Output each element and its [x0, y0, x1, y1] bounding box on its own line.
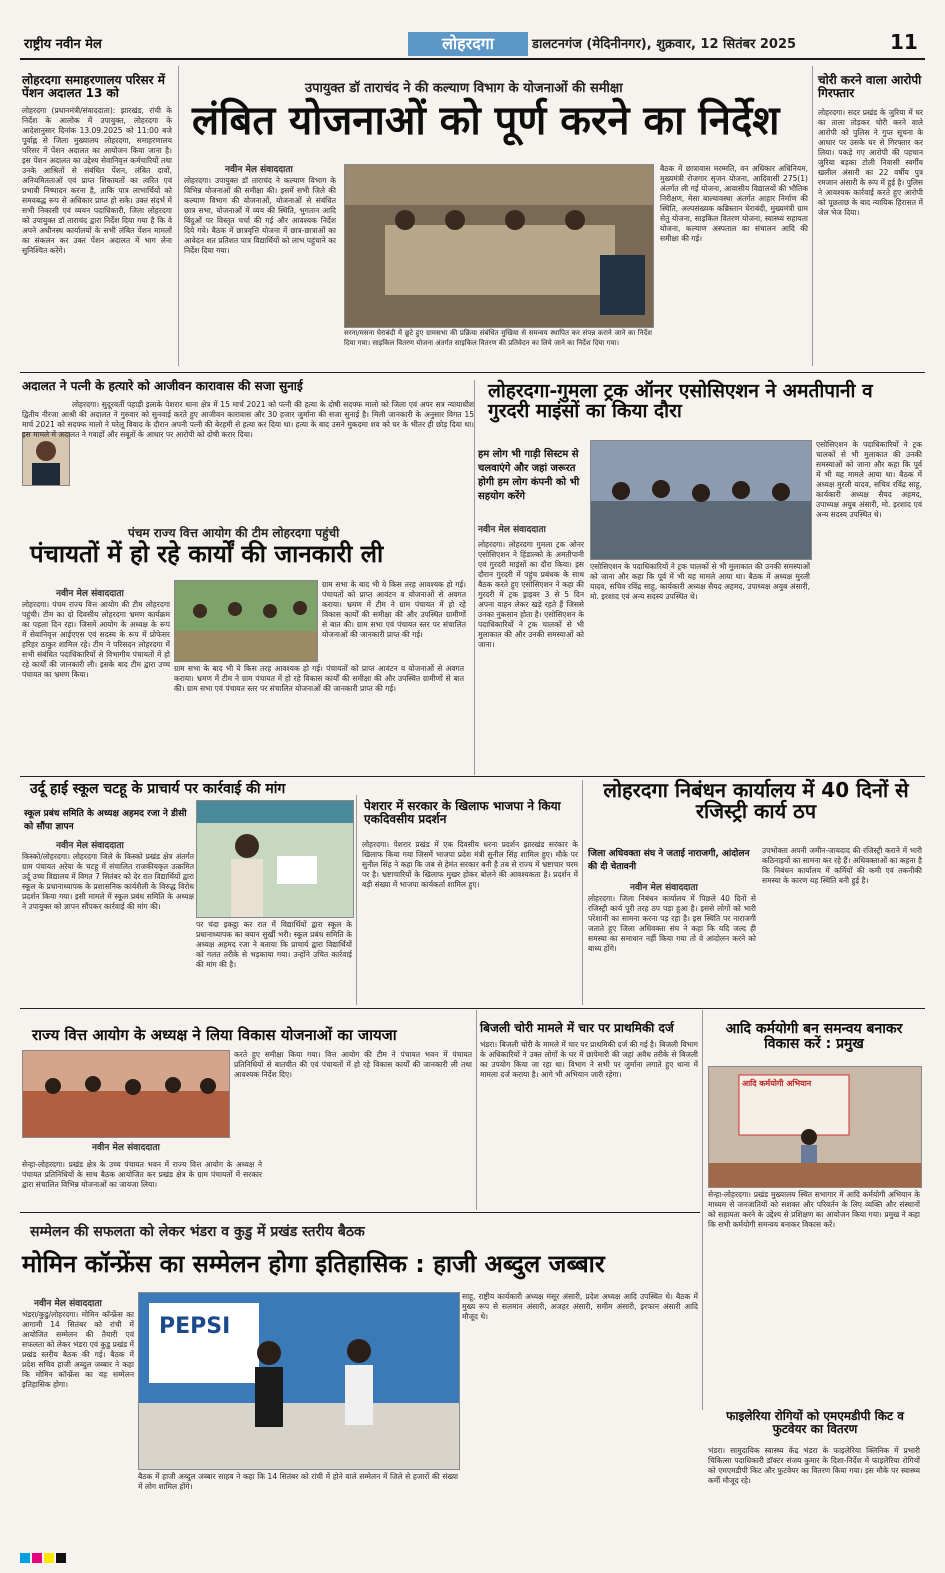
commission-review-headline: राज्य वित्त आयोग के अध्यक्ष ने लिया विकास योजनाओं का जायजा: [32, 1026, 397, 1044]
truck-owners-headline: लोहरदगा-गुमला ट्रक ऑनर एसोसिएशन ने अमतीपानी व गुरदरी माइंसों का किया दौरा: [488, 380, 873, 422]
karmayogi-body: सेन्हा-लोहरदगा। प्रखंड मुख्यालय स्थित सभागार में आदि कर्मयोगी अभियान के माध्यम से जनजातियों को सशक्त और परिवर्तन के लिए व्यक्ति और संस्थानों को सहायता करने के उद्देश्य से प्रशिक्षण का आयोजन किया गया। प्रमुख ने कहा कि सभी कर्मयोगी समन्वय बनाकर विकास करें।: [708, 1190, 920, 1229]
commission-review-photo: [22, 1050, 230, 1138]
edition-label: लोहरदगा: [408, 32, 528, 56]
finance-team-kicker: पंचम राज्य वित्त आयोग की टीम लोहरदगा पहुंची: [128, 526, 340, 540]
truck-owners-body-continued: एसोसिएशन के पदाधिकारियों ने ट्रक चालकों से भी मुलाकात की उनकी समस्याओं को जाना और कहा कि पूर्व में भी यह मामले आया था। बैठक में अध्यक्ष मुरली यादव, सचिव रविंद्र साहू, कार्यकारी अध्यक्ष सैयद अहमद, उपाध्यक्ष अयुब अंसारी, मो. इरशाद एवं अन्य सदस्य उपस्थित थे।: [590, 562, 810, 601]
registry-bullet: जिला अधिवक्ता संघ ने जताई नाराजगी, आंदोलन की दी चेतावनी: [588, 849, 750, 872]
header-rule: [20, 58, 925, 60]
registry-headline: लोहरदगा निबंधन कार्यालय में 40 दिनों से रजिस्ट्री कार्य ठप: [603, 778, 909, 823]
yellow-swatch: [44, 1553, 54, 1563]
truck-owners-bullet: हम लोग भी गाड़ी सिस्टम से चलवाएंगे और जहां जरूरत होगी हम लोग कंपनी को भी सहयोग करेंगे: [478, 449, 580, 502]
momin-conference-photo: [138, 1292, 460, 1470]
urdu-school-photo: [196, 800, 354, 918]
finance-team-body-upper: ग्राम सभा के बाद भी ये किस तरह आवश्यक हो गई। पंचायतों को प्राप्त आवंटन व योजनाओं से अवगत कराया। भ्रमण में टीम ने ग्राम पंचायत में हो रहे विकास कार्यों की समीक्षा की और उपस्थित ग्रामीणों से बात की। ग्राम सभा एवं पंचायत स्तर पर संचालित योजनाओं की जानकारी प्राप्त की गई।: [322, 580, 466, 639]
momin-kicker: सम्मेलन की सफलता को लेकर भंडरा व कुडु में प्रखंड स्तरीय बैठक: [30, 1224, 365, 1240]
karmayogi-headline: आदि कर्मयोगी बन समन्वय बनाकर विकास करें : प्रमुख: [725, 1021, 903, 1052]
column-divider: [702, 1010, 703, 1410]
momin-body-continued: साहू, राष्ट्रीय कार्यकारी अध्यक्ष मंसूर अंसारी, प्रदेश अध्यक्ष आदि उपस्थित थे। बैठक में मुख्य रूप से सलमान अंसारी, अजहर अंसारी, समीम अंसारी, इरफान अंसारी आदि मौजूद थे।: [462, 1292, 698, 1321]
column-divider: [178, 66, 179, 366]
section-rule: [20, 372, 925, 373]
column-divider: [476, 1010, 477, 1210]
finance-team-headline: पंचायतों में हो रहे कार्यों की जानकारी ली: [30, 540, 384, 568]
pension-court-body: लोहरदगा (प्रधानमंत्री/संवाददाता): झारखंड, रांची के निर्देश के आलोक में उपायुक्त, लोहरदगा के आदेशानुसार दिनांक 13.09.2025 को 11:00 बजे पूर्वाह्न से जिला मुख्यालय लोहरदगा, समाहरणालय परिसर में पेंशन अदालत का आयोजन किया जाना है। इस पेंशन अदालत का उद्देश्य सेवानिवृत्त कर्मचारियों तथा उनके आश्रितों से संबंधित पेंशन, लंबित दावों, अनियमितताओं एवं प्राप्त शिकायतों का त्वरित एवं प्रभावी निष्पादन करना है, ताकि पात्र लाभार्थियों को समयबद्ध रूप से अधिकार प्राप्त हो सके। उक्त संदर्भ में सभी निकासी एवं व्ययन पदाधिकारी, जिला लोहरदगा को उपायुक्त डॉ ताराचंद द्वारा निर्देश दिया गया है कि वे अपने अधीनस्थ कार्यालयों के सभी लंबित पेंशन मामलों का संकलन कर उक्त पेंशन अदालत में भाग लेना सुनिश्चित करेंगे।: [22, 106, 172, 255]
section-rule: [20, 1212, 700, 1213]
momin-headline: मोमिन कॉन्फ्रेंस का सम्मेलन होगा इतिहासिक : हाजी अब्दुल जब्बार: [22, 1250, 605, 1278]
column-divider: [582, 780, 583, 1005]
svg-text:PEPSI: PEPSI: [159, 1314, 231, 1339]
life-sentence-headline: अदालत ने पत्नी के हत्यारे को आजीवन कारावास की सजा सुनाई: [22, 379, 303, 393]
life-sentence-body: लोहरदगा। सुदूरवर्ती पहाड़ी इलाके पेशरार थाना क्षेत्र में 15 मार्च 2021 को पत्नी की हत्या के दोषी सदफ्फ मालो को जिला एवं अपर सत्र न्यायाधीश द्वितीय नीरजा आश्री की अदालत ने गुरुवार को सुनवाई करते हुए आजीवन कारावास और 30 हजार जुर्माना की सजा सुनाई है। मिली जानकारी के अनुसार विगत 15 मार्च 2021 को सदफ्फ मालो ने घरेलू विवाद के दौरान अपनी पत्नी की बेरहमी से हत्या कर दिया था। हत्या के बाद उसने मुकदमा शव को घर के भीतर ही छोड़ दिया था। इस मामले में अदालत ने गवाहों और सबूतों के आधार पर आरोपी को दोषी करार दिया।: [22, 400, 474, 439]
black-swatch: [56, 1553, 66, 1563]
column-divider: [474, 380, 475, 775]
urdu-school-byline: नवीन मेल संवाददाता: [56, 841, 124, 851]
truck-owners-body-right: एसोसिएशन के पदाधिकारियों ने ट्रक चालकों से भी मुलाकात की उनकी समस्याओं को जाना और कहा कि पूर्व में भी यह मामले आया था। बैठक में अध्यक्ष मुरली यादव, सचिव रविंद्र साहू, कार्यकारी अध्यक्ष सैयद अहमद, उपाध्यक्ष अयुब अंसारी, मो. इरशाद एवं अन्य सदस्य उपस्थित थे।: [816, 440, 922, 519]
filaria-body: भंडरा। सामुदायिक स्वास्थ्य केंद्र भंडरा के फाइलेरिया क्लिनिक में प्रभारी चिकित्सा पदाधिकारी डॉक्टर संजय कुमार के दिशा-निर्देश में फाइलेरिया रोगियों को एमएमडीपी किट और फुटवेयर का वितरण किया गया। इस मौके पर स्वास्थ्य कर्मी मौजूद रहे।: [708, 1446, 920, 1485]
finance-team-photo: [174, 580, 318, 662]
section-rule: [20, 776, 925, 777]
urdu-school-body: किस्को/लोहरदगा। लोहरदगा जिले के किस्को प्रखंड क्षेत्र अंतर्गत ग्राम पंचायत अरेया के चटहू में संचालित राजकीयकृत उत्क्रमित उर्दू उच्च विद्यालय में विगत 7 सितंबर को देर रात विद्यार्थियों द्वारा स्कूल के प्रधानाध्यापक के प्रशासनिक कार्यशैली के विरुद्ध विरोध प्रदर्शन किया गया। इसी मामले में स्कूल प्रबंध समिति के अध्यक्ष ने उपायुक्त को ज्ञापन सौंपकर कार्रवाई की मांग की।: [22, 852, 194, 911]
truck-owners-meeting-photo: [590, 440, 812, 560]
welfare-body: लोहरदगा। उपायुक्त डॉ ताराचंद ने कल्याण विभाग के विभिन्न योजनाओं की समीक्षा की। इसमें सभी जिले की कल्याण विभाग की योजनाओं, योजनाओं से संबंधित छात्र सभा, योजनाओं में व्यय की स्थिति, भुगतान आदि बिंदुओं पर विस्तृत चर्चा की गई और आवश्यक निर्देश दिये गये। बैठक में छात्रवृत्ति योजना में छात्र-छात्राओं का आवेदन शत प्रतिशत पात्र विद्यार्थियों को लाभ पहुंचाने का निर्देश दिया गया।: [184, 176, 336, 255]
review-meeting-photo: [344, 164, 654, 328]
registry-body-continued: उपभोक्ता अपनी जमीन-जायदाद की रजिस्ट्री कराने में भारी कठिनाइयों का सामना कर रहे हैं। अधिवक्ताओं का कहना है कि निबंधन कार्यालय में कर्मियों की कमी एवं तकनीकी समस्या के कारण यह स्थिति बनी हुई है।: [762, 846, 922, 885]
welfare-headline: लंबित योजनाओं को पूर्ण करने का निर्देश: [192, 98, 780, 144]
urdu-school-body-continued: पर चंदा इकट्ठा कर रात में विद्यार्थियों द्वारा स्कूल के प्रधानाध्यापक का बयान सुर्खी भरी। स्कूल प्रबंध समिति के अध्यक्ष अहमद रजा ने बताया कि प्राचार्य द्वारा विद्यार्थियों को गलत तरीके से भड़काया गया। उन्होंने उचित कार्रवाई की मांग की है।: [196, 920, 352, 969]
welfare-byline: नवीन मेल संवाददाता: [225, 165, 293, 175]
karmayogi-photo: [708, 1066, 922, 1188]
truck-owners-byline: नवीन मेल संवाददाता: [478, 525, 546, 535]
magenta-swatch: [32, 1553, 42, 1563]
urdu-school-headline: उर्दू हाई स्कूल चटहू के प्राचार्य पर कार्रवाई की मांग: [30, 781, 286, 797]
power-theft-body: भंडरा। बिजली चोरी के मामले में चार पर प्राथमिकी दर्ज की गई है। बिजली विभाग के अधिकारियों ने उक्त लोगों के घर में छापेमारी की जहां अवैध तरीके से बिजली का उपयोग किया जा रहा था। विभाग ने सभी पर जुर्माना लगाते हुए थाना में मामला दर्ज कराया है। आगे भी अभियान जारी रहेगा।: [480, 1040, 698, 1079]
bjp-protest-headline: पेशरार में सरकार के खिलाफ भाजपा ने किया एकदिवसीय प्रदर्शन: [364, 799, 561, 826]
pension-court-headline: लोहरदगा समाहरणालय परिसर में पेंशन अदालत 13 को: [22, 73, 165, 100]
finance-team-body: लोहरदगा। पंचम राज्य वित्त आयोग की टीम लोहरदगा पहुंची। टीम का दो दिवसीय लोहरदगा भ्रमण कार्यक्रम का पहला दिन रहा। जिसमें आयोग के अध्यक्ष के रूप में सेवानिवृत्त आईएएस एवं सदस्य के रूप में प्रोफेसर हरिहर ठाकुर शामिल रहे। टीम ने परिसदन लोहरदगा में सभी संबंधित पदाधिकारियों से विभागीय पंचायतों में हो रहे कार्यों की जानकारी ली। इसके बाद टीम द्वारा उच्च पंचायत का भ्रमण किया।: [22, 600, 170, 679]
column-divider: [812, 66, 813, 366]
welfare-body-continued: बैठक में छात्रावास मरम्मति, वन अधिकार अधिनियम, मुख्यमंत्री रोजगार सृजन योजना, आदिवासी 275(1) अंतर्गत ली गई योजना, आवासीय विद्यालयों की भौतिक निरीक्षण, मेसा बाल्यावस्था अंतर्गत आहार निर्माण की स्थिति, अल्पसंख्यक कब्रिस्तान घेराबंदी, मुख्यमंत्री ग्राम सेतु योजना, साइकिल वितरण योजना, स्वास्थ्य सहायता योजना, कल्याण अस्पताल का संचालन आदि की समीक्षा की गई।: [660, 164, 808, 243]
page-number: 11: [890, 30, 918, 54]
section-rule: [20, 1008, 925, 1009]
truck-owners-body: लोहरदगा। लोहरदगा गुमला ट्रक ओनर एसोसिएशन ने हिंडाल्को के अमतीपानी एवं गुरदरी माइंसों का दौरा किया। इस दौरान गुरदरी में पहुंच प्रबंधक के साथ बैठक करते हुए एसोसिएशन ने कहा की गुरदरी में ट्रक ड्राइवर 3 से 5 दिन अपना वाहन लेकर खड़े रहते हैं जिससे उनका नुकसान होता है। एसोसिएशन के पदाधिकारियों ने ट्रक चालकों से भी मुलाकात की और उनकी समस्याओं को जाना।: [478, 540, 584, 649]
review-photo-caption: सरना/मसना घेराबंदी में छूटे हुए ग्रामसभा की प्रक्रिया संबंधित मुखिया से समन्वय स्थापित कर संपन्न कराने जाने का निर्देश दिया गया। साइकिल वितरण योजना अंतर्गत साइकिल वितरण की प्रतिवेदन का लिये जाने का निर्देश दिया गया।: [344, 329, 652, 347]
print-registration-marks: [20, 1548, 925, 1560]
thief-arrest-body: लोहरदगा। सदर प्रखंड के जुरिया में घर का ताला तोड़कर चोरी करने वाले आरोपी को पुलिस ने गुप्त सूचना के आधार पर उसके घर से गिरफ्तार कर लिया। पकड़े गए आरोपी की पहचान जुरिया बड़का टोली निवासी स्वर्गीय खलील अंसारी का 22 वर्षीय पुत्र रमजान अंसारी के रूप में हुई है। पुलिस ने आवश्यक कार्रवाई करते हुए आरोपी को पूछताछ के बाद न्यायिक हिरासत में जेल भेज दिया।: [818, 108, 923, 217]
cyan-swatch: [20, 1553, 30, 1563]
momin-body: भंडरा/कुडु/लोहरदगा। मोमिन कॉन्फ्रेंस का आगामी 14 सितंबर को रांची में आयोजित सम्मेलन की तैयारी एवं सफलता को लेकर भंडरा एवं कुडु प्रखंड में प्रखंड स्तरीय बैठक की गई। बैठक में प्रदेश सचिव हाजी अब्दुल जब्बार ने कहा कि मोमिन कॉन्फ्रेंस का यह सम्मेलन इतिहासिक होगा।: [22, 1310, 134, 1389]
dateline: डालटनगंज (मेदिनीनगर), शुक्रवार, 12 सितंबर 2025: [532, 37, 797, 52]
registry-byline: नवीन मेल संवाददाता: [630, 883, 698, 893]
karmayogi-banner-text: आदि कर्मयोगी अभियान: [742, 1079, 812, 1088]
bjp-protest-body: लोहरदगा। पेशरार प्रखंड में एक दिवसीय धरना प्रदर्शन झारखंड सरकार के खिलाफ किया गया जिसमें भाजपा प्रदेश मंत्री सुनील सिंह शामिल हुए। मौके पर सुनील सिंह ने कहा कि जब से हेमंत सरकार बनी है तब से राज्य में भ्रष्टाचार चरम पर है। भ्रष्टाचारियों के खिलाफ मुखर होकर बोलने की आवश्यकता है। प्रदर्शन में बड़ी संख्या में भाजपा कार्यकर्ता शामिल हुए।: [362, 840, 578, 889]
power-theft-headline: बिजली चोरी मामले में चार पर प्राथमिकी दर्ज: [480, 1021, 674, 1035]
column-divider: [356, 795, 357, 1005]
thief-arrest-headline: चोरी करने वाला आरोपी गिरफ्तार: [818, 73, 922, 100]
masthead-name: राष्ट्रीय नवीन मेल: [24, 37, 102, 52]
filaria-headline: फाइलेरिया रोगियों को एमएमडीपी किट व फुटवेयर का वितरण: [726, 1409, 904, 1436]
registry-body: लोहरदगा। जिला निबंधन कार्यालय में पिछले 40 दिनों से रजिस्ट्री कार्य पूरी तरह ठप पड़ा हुआ है। इससे लोगों को भारी परेशानी का सामना करना पड़ रहा है। इस स्थिति पर नाराजगी जताते हुए जिला अधिवक्ता संघ ने कहा कि यदि जल्द ही समस्या का समाधान नहीं किया गया तो वे आंदोलन करने को बाध्य होंगे।: [588, 894, 756, 953]
finance-team-body-continued: ग्राम सभा के बाद भी ये किस तरह आवश्यक हो गई। पंचायतों को प्राप्त आवंटन व योजनाओं से अवगत कराया। भ्रमण में टीम ने ग्राम पंचायत में हो रहे विकास कार्यों की समीक्षा की और उपस्थित ग्रामीणों से बात की। ग्राम सभा एवं पंचायत स्तर पर संचालित योजनाओं की जानकारी प्राप्त की गई।: [174, 664, 464, 693]
commission-review-byline: नवीन मेल संवाददाता: [92, 1143, 160, 1153]
momin-byline: नवीन मेल संवाददाता: [34, 1299, 102, 1309]
momin-photo-caption: बैठक में हाजी अब्दुल जब्बार साहब ने कहा कि 14 सितंबर को रांची में होने वाले सम्मेलन में जिले से हजारों की संख्या में लोग शामिल होंगे।: [138, 1472, 458, 1491]
urdu-school-bullet: स्कूल प्रबंध समिति के अध्यक्ष अहमद रजा ने डीसी को सौंपा ज्ञापन: [24, 809, 187, 832]
commission-review-body: सेन्हा-लोहरदगा। प्रखंड क्षेत्र के उच्च पंचायत भवन में राज्य वित्त आयोग के अध्यक्ष ने पंचायत प्रतिनिधियों के साथ बैठक आयोजित कर प्रखंड क्षेत्र के ग्राम पंचायतों में सरकार द्वारा संचालित विभिन्न योजनाओं का जायजा लिया।: [22, 1160, 262, 1189]
finance-team-byline: नवीन मेल संवाददाता: [56, 589, 124, 599]
commission-review-body-continued: करते हुए समीक्षा किया गया। वित्त आयोग की टीम ने पंचायत भवन में पंचायत प्रतिनिधियों से बातचीत की एवं पंचायतों में हो रहे विकास कार्यों की जानकारी ली तथा आवश्यक निर्देश दिए।: [234, 1050, 472, 1079]
welfare-kicker: उपायुक्त डॉ ताराचंद ने की कल्याण विभाग के योजनाओं की समीक्षा: [305, 81, 623, 96]
